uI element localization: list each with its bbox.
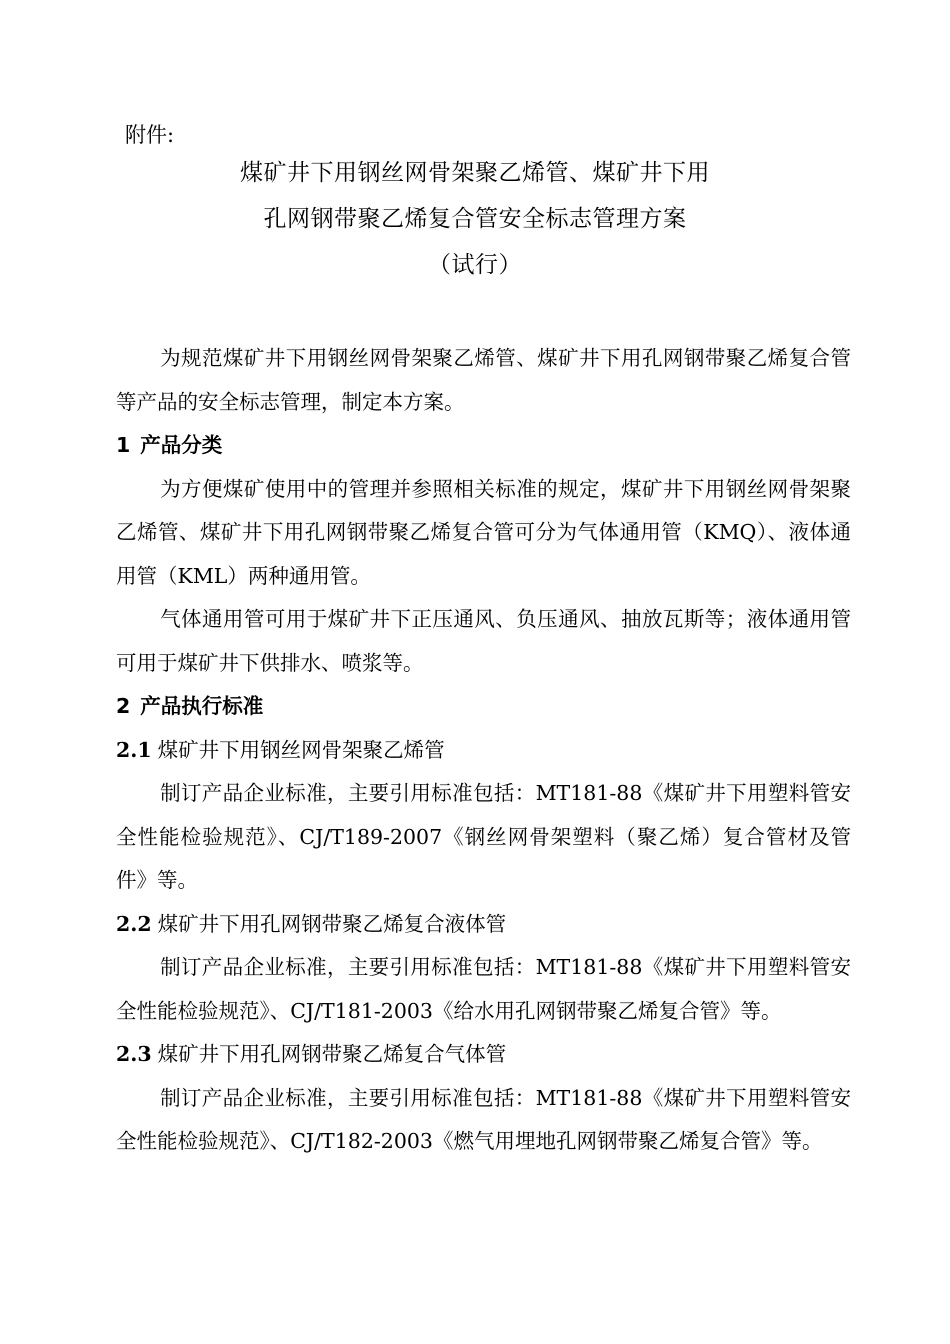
subsection-2-2-number: 2.2: [116, 911, 152, 936]
subsection-2-1-paragraph: 制订产品企业标准，主要引用标准包括：MT181-88《煤矿井下用塑料管安全性能检验规范》、CJ/T189-2007《钢丝网骨架塑料（聚乙烯）复合管材及管件》等。: [116, 781, 851, 892]
section-1-heading: [116, 424, 851, 468]
subsection-2-2-heading: [116, 903, 851, 947]
section-1-number: 1: [116, 433, 131, 457]
section-2-number: 2: [116, 694, 131, 718]
subsection-2-3-number: 2.3: [116, 1042, 152, 1066]
subsection-2-3-paragraph: 制订产品企业标准，主要引用标准包括：MT181-88《煤矿井下用塑料管安全性能检验规范》、CJ/T182-2003《燃气用埋地孔网钢带聚乙烯复合管》等。: [116, 1085, 851, 1153]
subsection-2-1-number: 2.1: [116, 737, 152, 762]
subsection-2-1-title: 煤矿井下用钢丝网骨架聚乙烯管: [157, 737, 445, 762]
subsection-2-2-title: 煤矿井下用孔网钢带聚乙烯复合液体管: [157, 911, 507, 936]
section-1-title: 产品分类: [140, 433, 223, 457]
intro-paragraph: 为规范煤矿井下用钢丝网骨架聚乙烯管、煤矿井下用孔网钢带聚乙烯复合管等产品的安全标志管理，制定本方案。: [116, 346, 851, 414]
subsection-2-3-title: 煤矿井下用孔网钢带聚乙烯复合气体管: [157, 1042, 507, 1066]
section-2-heading: [116, 685, 851, 729]
document-title-line-2: 孔网钢带聚乙烯复合管安全标志管理方案: [263, 206, 687, 232]
document-title-line-1: 煤矿井下用钢丝网骨架聚乙烯管、煤矿井下用: [240, 160, 710, 186]
section-1-paragraph-2: 气体通用管可用于煤矿井下正压通风、负压通风、抽放瓦斯等；液体通用管可用于煤矿井下供排水、喷浆等。: [116, 607, 851, 675]
section-2-title: 产品执行标准: [140, 694, 264, 718]
attachment-label: 附件:: [125, 123, 175, 147]
subsection-2-3-heading: [116, 1033, 851, 1077]
document-title-trial: （试行）: [428, 252, 522, 278]
subsection-2-2-paragraph: 制订产品企业标准，主要引用标准包括：MT181-88《煤矿井下用塑料管安全性能检验规范》、CJ/T181-2003《给水用孔网钢带聚乙烯复合管》等。: [116, 955, 851, 1023]
document-body: [116, 337, 851, 1164]
section-1-paragraph-1: 为方便煤矿使用中的管理并参照相关标准的规定，煤矿井下用钢丝网骨架聚乙烯管、煤矿井下用孔网钢带聚乙烯复合管可分为气体通用管（KMQ）、液体通用管（KML）两种通用管。: [116, 476, 851, 588]
subsection-2-1-heading: [116, 729, 851, 773]
